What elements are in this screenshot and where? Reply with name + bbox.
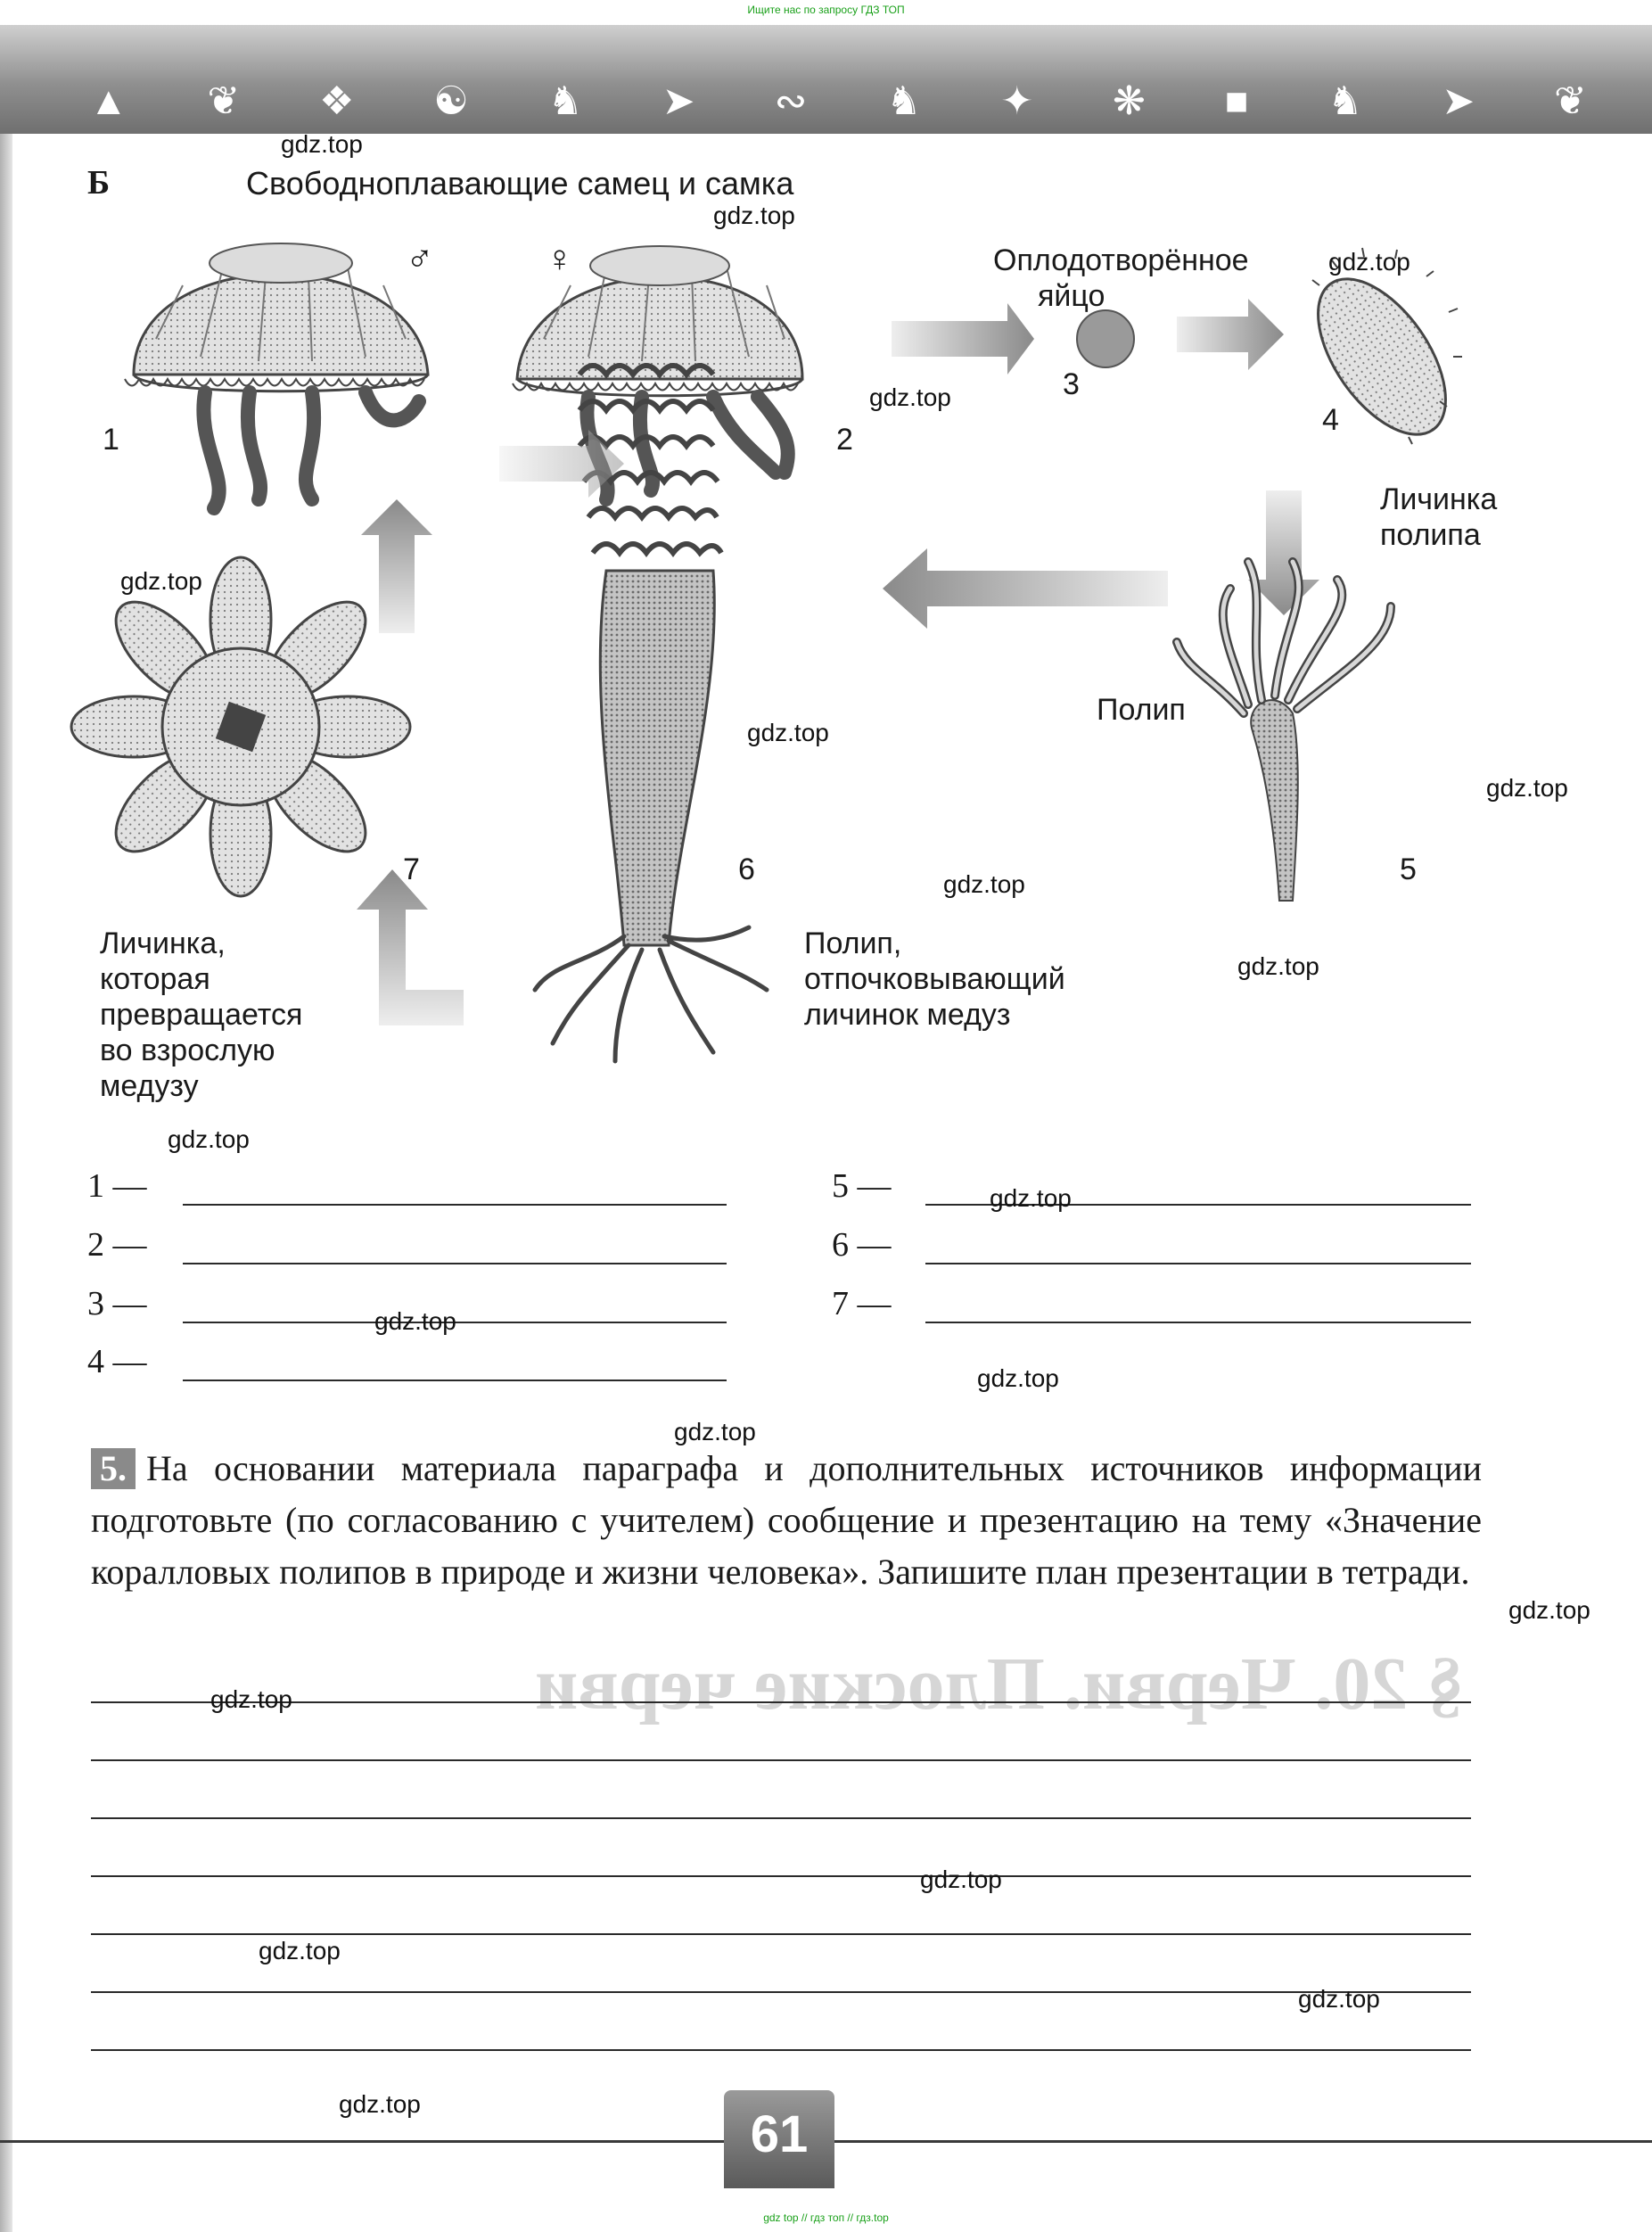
antelope-icon: ♞ — [886, 79, 922, 123]
stage-number-5: 5 — [1400, 852, 1417, 886]
answer-line-6[interactable] — [925, 1263, 1471, 1264]
task-number-badge: 5. — [91, 1448, 136, 1489]
snail-icon: ☯ — [433, 79, 469, 123]
watermark: gdz.top — [1508, 1596, 1590, 1624]
butterfly-icon: ❦ — [207, 79, 241, 123]
egg-label: Оплодотворённое яйцо — [993, 243, 1249, 314]
watermark: gdz.top — [120, 567, 202, 595]
watermark: gdz.top — [747, 719, 829, 746]
arrow-to-budding-polyp — [883, 548, 1168, 629]
section-letter: Б — [87, 164, 111, 202]
answer-label-1: 1 — — [87, 1167, 147, 1205]
medusa-larva-label: Личинка, которая превращается во взрослую медузу — [100, 927, 303, 1104]
fertilized-egg — [1077, 310, 1134, 367]
answer-line-7[interactable] — [925, 1322, 1471, 1323]
task-5 — [91, 1443, 1482, 1598]
watermark: gdz.top — [210, 1685, 292, 1713]
watermark: gdz.top — [339, 2090, 421, 2118]
section-title: Свободноплавающие самец и самка — [246, 165, 794, 202]
stage-number-7: 7 — [403, 852, 420, 886]
answer-label-5: 5 — — [832, 1167, 892, 1205]
female-symbol: ♀ — [546, 237, 574, 279]
page-number: 61 — [750, 2105, 809, 2163]
writing-line-6[interactable] — [91, 1991, 1471, 1993]
horse-icon: ♞ — [547, 79, 583, 123]
watermark: gdz.top — [990, 1184, 1072, 1212]
stage-number-6: 6 — [738, 852, 755, 886]
stage-number-3: 3 — [1063, 367, 1080, 401]
watermark: gdz.top — [374, 1307, 456, 1335]
stage-number-4: 4 — [1322, 403, 1339, 437]
ghost-heading: § 20. Черви. Плоские черви — [535, 1643, 1465, 1725]
stage-number-2: 2 — [836, 423, 853, 457]
bee-icon: ❋ — [1113, 79, 1146, 123]
writing-line-3[interactable] — [91, 1817, 1471, 1819]
moth-icon: ❦ — [1554, 79, 1587, 123]
watermark: gdz.top — [168, 1125, 250, 1153]
writing-line-2[interactable] — [91, 1759, 1471, 1761]
watermark: gdz.top — [1237, 952, 1319, 980]
boar-icon: ■ — [1224, 79, 1249, 123]
bottom-note: gdz top // гдз топ // гдз.top — [763, 2211, 889, 2224]
watermark: gdz.top — [920, 1865, 1002, 1893]
ephyra-larva — [71, 557, 410, 896]
watermark: gdz.top — [1328, 248, 1410, 276]
watermark: gdz.top — [1298, 1985, 1380, 2013]
animal-banner — [0, 25, 1652, 134]
polyp-larva-label: Личинка полипа — [1380, 482, 1498, 553]
answer-line-1[interactable] — [183, 1204, 727, 1206]
kangaroo-icon: ♞ — [1327, 79, 1363, 123]
budding-polyp-label: Полип, отпочковывающий личинок медуз — [804, 927, 1065, 1033]
answer-line-4[interactable] — [183, 1380, 727, 1381]
polyp-label: Полип — [1097, 693, 1186, 727]
writing-line-7[interactable] — [91, 2049, 1471, 2051]
arrow-up-to-medusa — [361, 499, 432, 633]
answer-label-3: 3 — — [87, 1285, 147, 1322]
top-note: Ищите нас по запросу ГДЗ ТОП — [747, 4, 905, 16]
watermark: gdz.top — [674, 1418, 756, 1445]
writing-line-1[interactable] — [91, 1701, 1471, 1703]
male-symbol: ♂ — [406, 237, 434, 279]
watermark: gdz.top — [713, 202, 795, 229]
watermark: gdz.top — [869, 383, 951, 411]
watermark: gdz.top — [259, 1937, 341, 1964]
bird-icon: ➤ — [662, 79, 695, 123]
answer-label-6: 6 — — [832, 1226, 892, 1264]
answer-line-2[interactable] — [183, 1263, 727, 1264]
bull-icon: ▲ — [89, 79, 128, 123]
stage-number-1: 1 — [103, 423, 119, 457]
watermark: gdz.top — [1486, 774, 1568, 802]
answer-label-2: 2 — — [87, 1226, 147, 1264]
arrow-up-to-ephyra — [357, 869, 464, 1025]
watermark: gdz.top — [943, 870, 1025, 898]
male-medusa — [125, 243, 428, 508]
planula-larva — [1293, 248, 1471, 457]
scorpion-icon: ❖ — [319, 79, 355, 123]
answer-label-4: 4 — — [87, 1343, 147, 1380]
dolphin-icon: ∾ — [774, 79, 808, 123]
writing-line-5[interactable] — [91, 1933, 1471, 1935]
watermark: gdz.top — [281, 130, 363, 158]
heron-icon: ✦ — [1000, 79, 1034, 123]
watermark: gdz.top — [977, 1364, 1059, 1392]
answer-label-7: 7 — — [832, 1285, 892, 1322]
writing-line-4[interactable] — [91, 1875, 1471, 1877]
greyhound-icon: ➤ — [1442, 79, 1475, 123]
task-text: На основании материала параграфа и дополнительных источников информации подготовьте (по согласованию с учителем) сообщение и презентацию на тему «Значение коралловых полипов в природе и жизни человека». Запишите план презентации в тетради. — [91, 1448, 1482, 1592]
